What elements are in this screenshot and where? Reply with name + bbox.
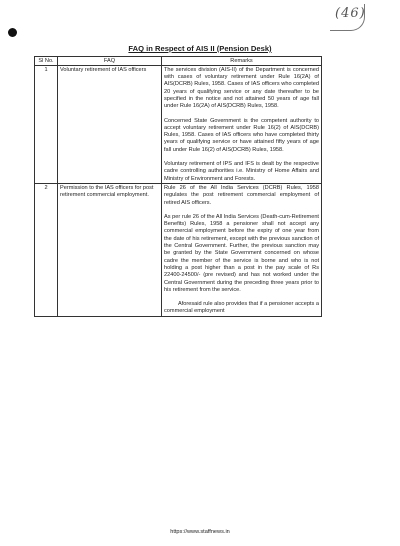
row-sl-number: 1 — [35, 66, 58, 184]
remarks-paragraph: Concerned State Government is the competent authority to accept voluntary retirement under Rule 16(2) of AIS(DCRB) Rules, 1958. Cases of IAS officers who have completed thirty years of qualifying service or have attained fifty years of age fall under Rule 16(2) of AIS(DCRB) Rules, 1958. — [164, 117, 319, 153]
document-title: FAQ in Respect of AIS II (Pension Desk) — [128, 44, 272, 53]
handwritten-page-number: (46) — [335, 6, 366, 21]
table-header-row — [35, 57, 322, 66]
remarks-paragraph: Rule 26 of the All India Services (DCRB) Rules, 1958 regulates the post retirement commercial employment of retired AIS officers. — [164, 184, 319, 206]
table-row — [35, 184, 322, 317]
row-faq-question: Permission to the IAS officers for post retirement commercial employment. — [58, 184, 162, 317]
remarks-paragraph: Aforesaid rule also provides that if a pensioner accepts a commercial employment — [164, 301, 319, 315]
binder-hole-dot — [8, 28, 17, 37]
faq-table — [34, 56, 322, 317]
table-row — [35, 66, 322, 184]
remarks-paragraph: As per rule 26 of the All India Services (Death-cum-Retirement Benefits) Rules, 1958 a pensioner shall not accept any commercial employment before the expiry of one year from the date of his retirement, except with the previous sanction of the Central Government. Further, the previous sanction may be granted by the State Government concerned on whose cadre the member of the service is borne and who is not holding a post higher than a post in the pay scale of Rs 22400-24500/- (pre revised) and has not worked under the Central Government during the preceding three years prior to his retirement from the service. — [164, 213, 319, 293]
row-remarks — [162, 184, 322, 317]
row-remarks — [162, 66, 322, 184]
column-header-remarks: Remarks — [162, 57, 322, 66]
column-header-sl: Sl No. — [35, 57, 58, 66]
row-sl-number: 2 — [35, 184, 58, 317]
footer-url: https://www.staffnews.in — [170, 529, 230, 535]
remarks-paragraph: The services division (AIS-II) of the Department is concerned with cases of voluntary retirement under Rule 16(2A) of AIS(DCRB) Rules, 1958. Cases of IAS officers who completed 20 years of qualifying service or any date thereafter to be specified in the notice and not attained 50 years of age fall under Rule 16(2A) of AIS(DCRB) Rules, 1958. — [164, 66, 319, 110]
column-header-faq: FAQ — [58, 57, 162, 66]
row-faq-question: Voluntary retirement of IAS officers — [58, 66, 162, 184]
remarks-paragraph: Voluntary retirement of IPS and IFS is dealt by the respective cadre controlling authorities i.e. Ministry of Home Affairs and Ministry of Environment and Forests. — [164, 161, 319, 182]
